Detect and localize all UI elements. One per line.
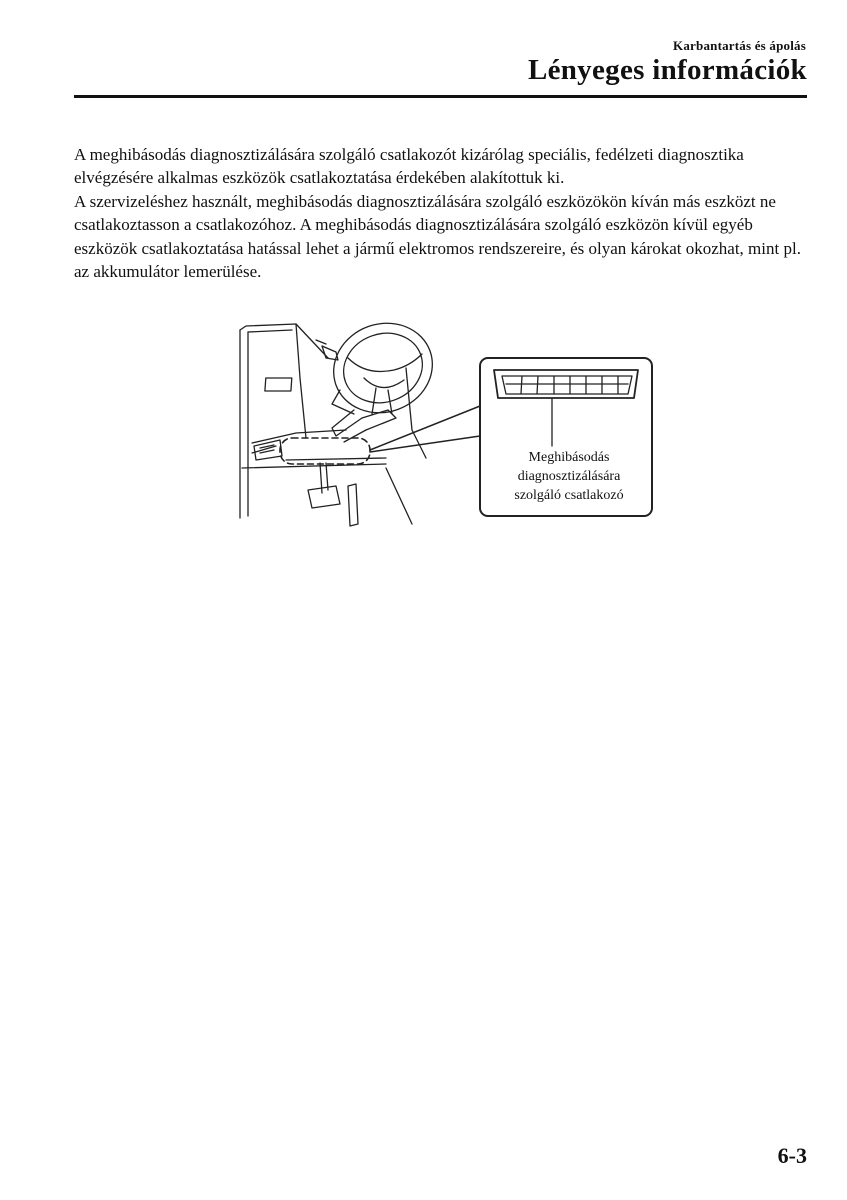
title-rule	[74, 95, 807, 98]
callout-line-1: Meghibásodás	[528, 450, 610, 465]
page-number: 6-3	[777, 1143, 807, 1168]
callout-line-3: szolgáló csatlakozó	[514, 488, 624, 503]
connector-callout-label	[494, 448, 644, 505]
paragraph-1: A meghibásodás diagnosztizálására szolgáló csatlakozót kizárólag speciális, fedélzeti diagnosztika elvégzésére alkalmas eszközök csatlakoztatása érdekében alakítottuk ki.	[74, 145, 744, 188]
callout-line-2: diagnosztizálására	[517, 469, 621, 484]
paragraph-2: A szervizeléshez használt, meghibásodás diagnosztizálására szolgáló eszközökön kíván más eszközt ne csatlakoztasson a csatlakozóhoz. A meghibásodás diagnosztizálására szolgáló eszközön kívül egyéb eszközök csatlakoztatása hatással lehet a jármű elektromos rendszereire, és olyan károkat okozhat, mint pl. az akkumulátor lemerülése.	[74, 191, 801, 282]
section-label: Karbantartás és ápolás	[673, 38, 806, 53]
page-title: Lényeges információk	[527, 54, 807, 86]
diagnostic-connector-figure	[236, 318, 656, 528]
body-text	[74, 143, 810, 283]
